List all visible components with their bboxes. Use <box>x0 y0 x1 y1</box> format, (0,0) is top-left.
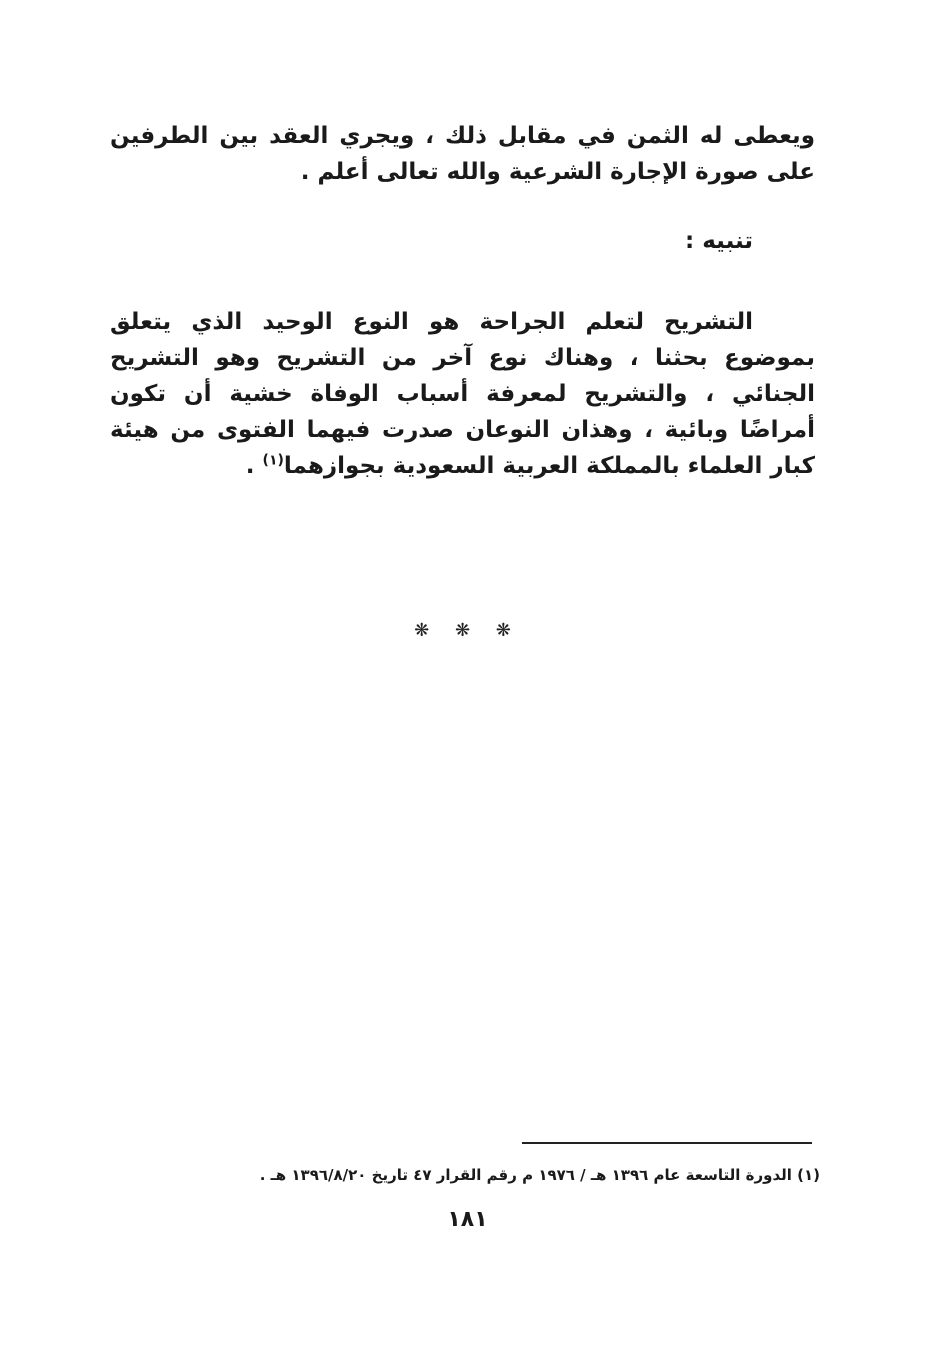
section-heading: تنبيه : <box>685 228 753 254</box>
main-paragraph <box>110 304 815 484</box>
footnote-text: (١) الدورة التاسعة عام ١٣٩٦ هـ / ١٩٧٦ م رقم القرار ٤٧ تاريخ ١٣٩٦/٨/٢٠ هـ . <box>259 1166 820 1184</box>
page-number: ١٨١ <box>447 1207 488 1232</box>
footnote-divider <box>522 1142 812 1144</box>
footnote-reference[interactable]: (١) <box>262 452 284 469</box>
intro-paragraph: ويعطى له الثمن في مقابل ذلك ، ويجري العقد بين الطرفين على صورة الإجارة الشرعية والله تعالى أعلم . <box>110 123 815 185</box>
main-paragraph-text: التشريح لتعلم الجراحة هو النوع الوحيد الذي يتعلق بموضوع بحثنا ، وهناك نوع آخر من التشريح وهو التشريح الجنائي ، والتشريح لمعرفة أسباب الوفاة خشية أن تكون أمراضًا وبائية ، وهذان النوعان صدرت فيهما الفتوى من هيئة كبار العلماء بالمملكة العربية السعودية بجوازهما <box>110 309 815 479</box>
main-paragraph-ending: . <box>245 453 263 479</box>
section-separator: ❋ ❋ ❋ <box>414 620 521 641</box>
